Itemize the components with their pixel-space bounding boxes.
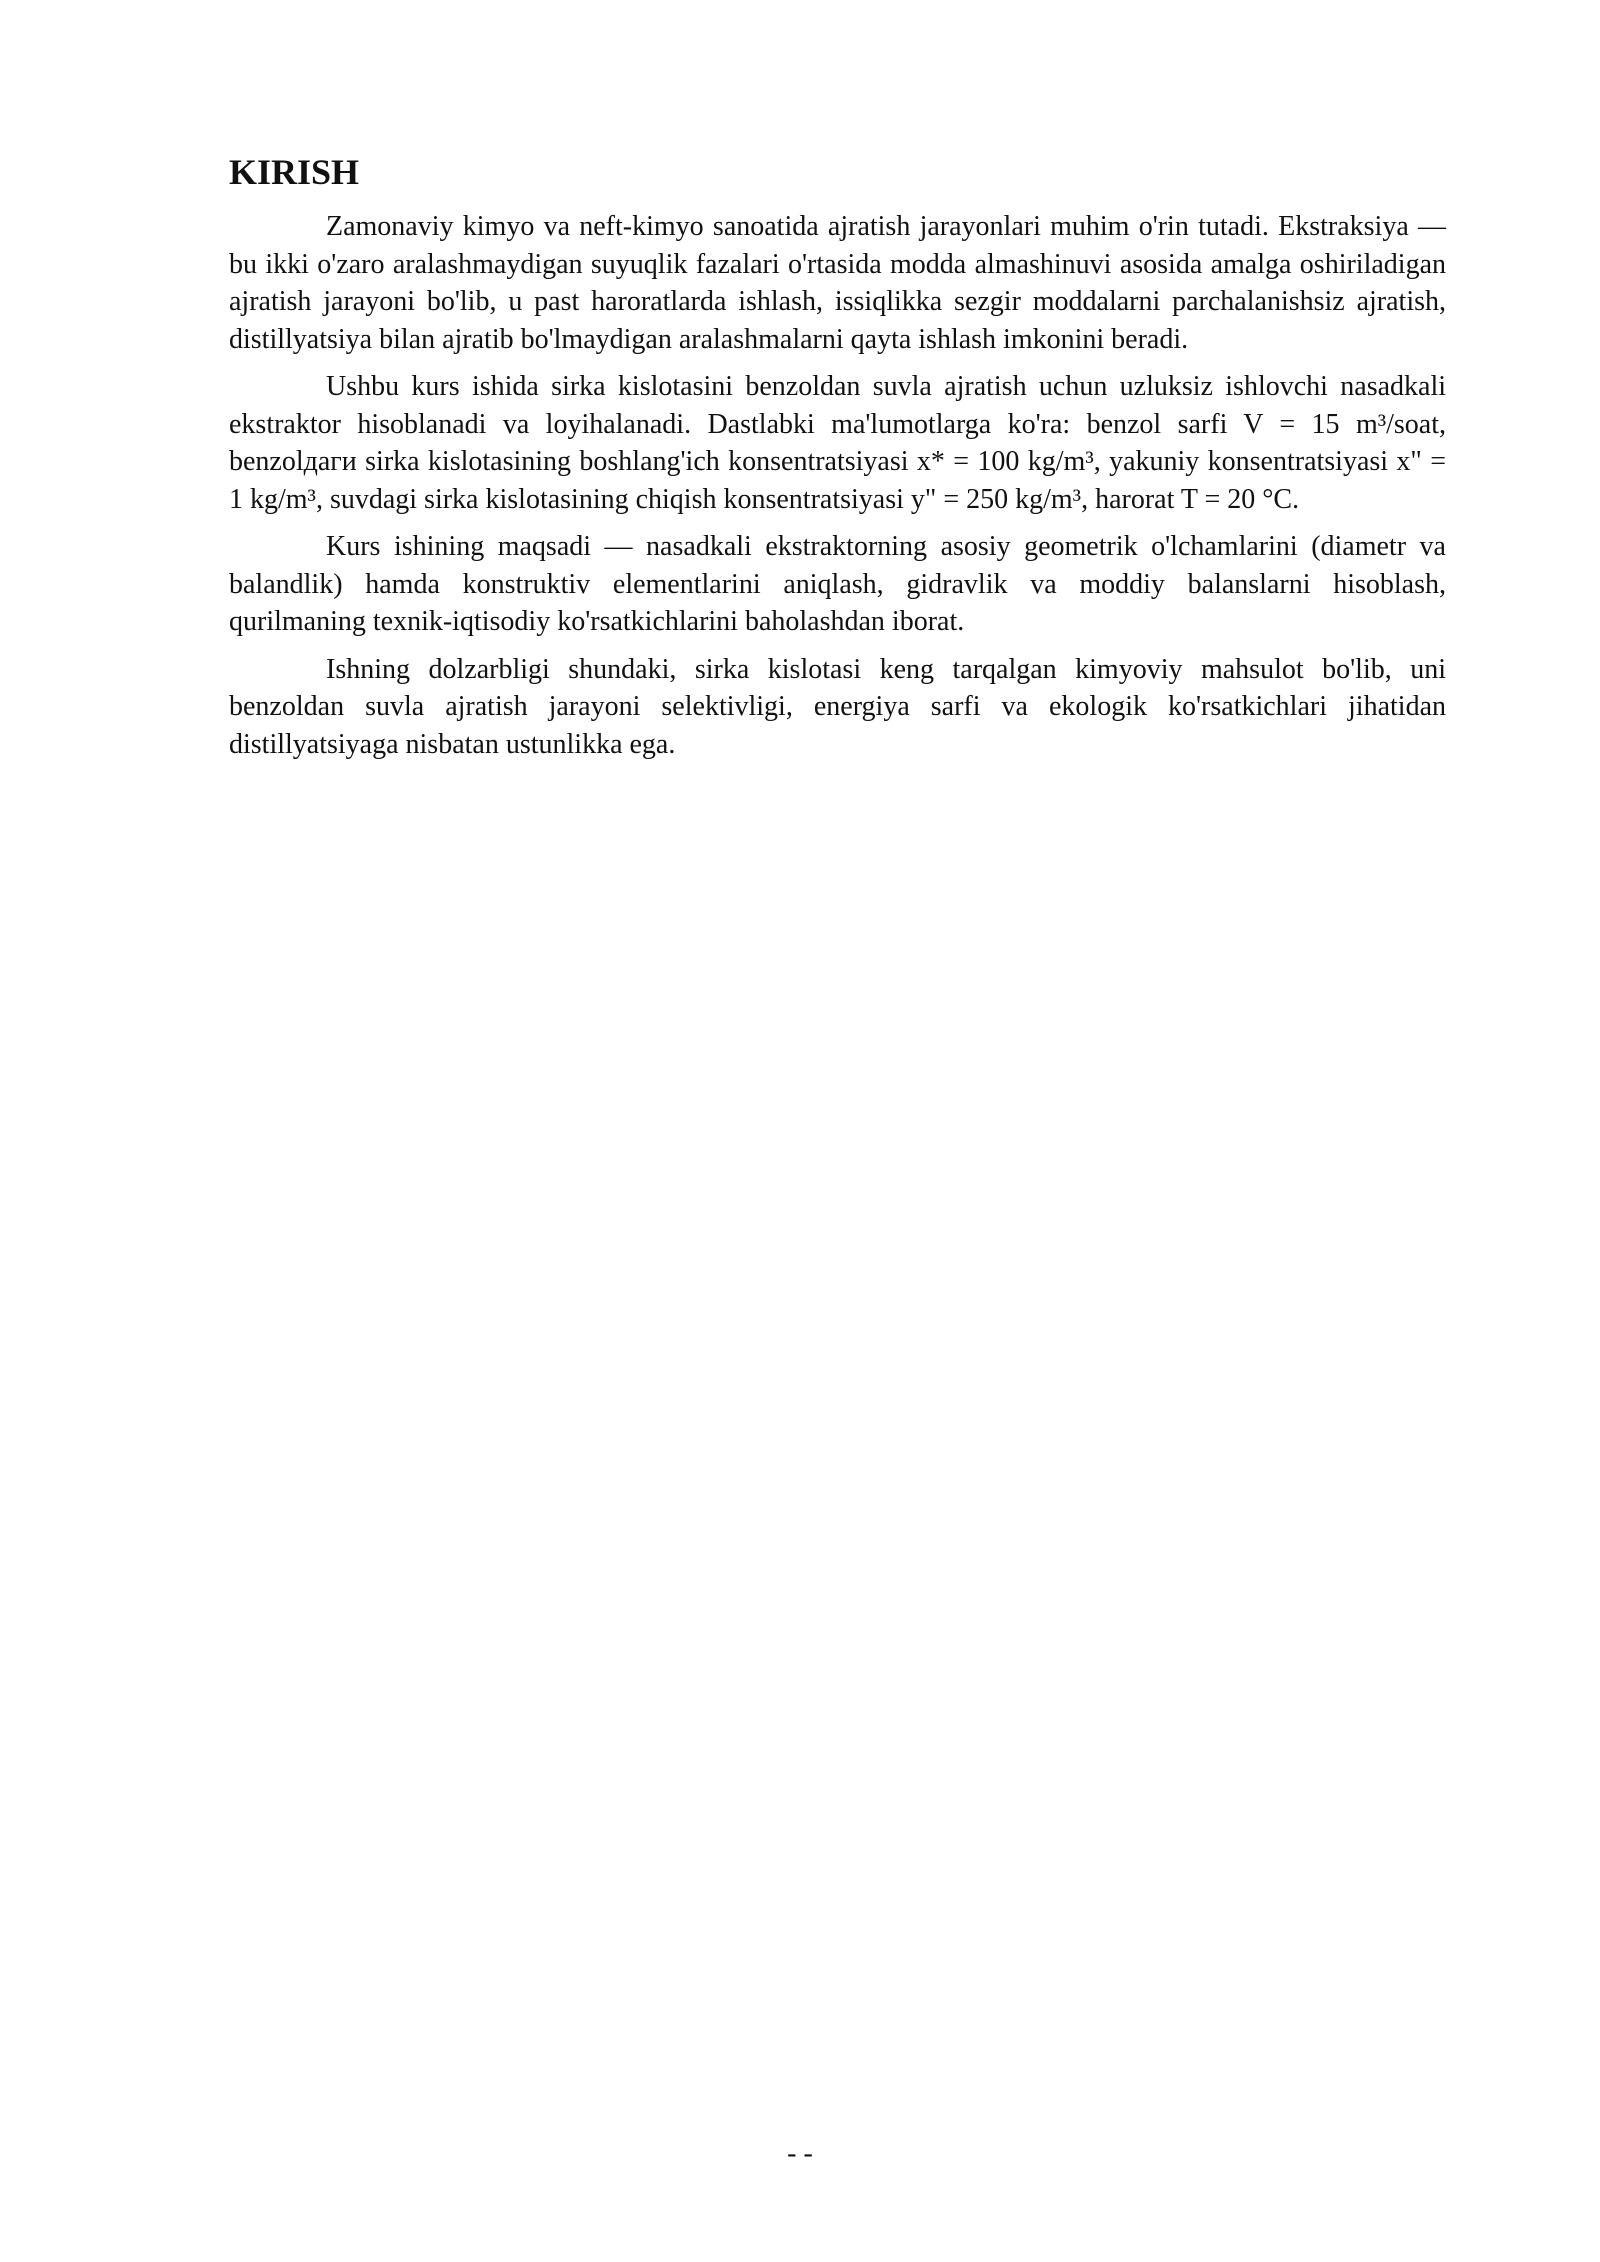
page-number-footer: - -	[787, 2138, 813, 2169]
paragraph-4: Ishning dolzarbligi shundaki, sirka kislotasi keng tarqalgan kimyoviy mahsulot bo'lib, uni benzoldan suvla ajratish jarayoni selektivligi, energiya sarfi va ekologik ko'rsatkichlari jihatidan distillyatsiyaga nisbatan ustunlikka ega.	[229, 653, 1446, 760]
paragraph-2: Ushbu kurs ishida sirka kislotasini benzoldan suvla ajratish uchun uzluksiz ishlovchi nasadkali ekstraktor hisoblanadi va loyihalanadi. Dastlabki ma'lumotlarga ko'ra: benzol sarfi V = 15 m³/soat, benzolдаги sirka kislotasining boshlang'ich konsentratsiyasi x* = 100 kg/m³, yakuniy konsentratsiyasi x" = 1 kg/m³, suvdagi sirka kislotasining chiqish konsentratsiyasi y" = 250 kg/m³, harorat T = 20 °C.	[229, 371, 1446, 515]
paragraph-1: Zamonaviy kimyo va neft-kimyo sanoatida ajratish jarayonlari muhim o'rin tutadi. Ekstraksiya — bu ikki o'zaro aralashmaydigan suyuqlik fazalari o'rtasida modda almashinuvi asosida amalga oshiriladigan ajratish jarayoni bo'lib, u past haroratlarda ishlash, issiqlikka sezgir moddalarni parchalanishsiz ajratish, distillyatsiya bilan ajratib bo'lmaydigan aralashmalarni qayta ishlash imkonini beradi.	[229, 211, 1446, 355]
page-content	[229, 150, 1446, 773]
paragraph-3: Kurs ishining maqsadi — nasadkali ekstraktorning asosiy geometrik o'lchamlarini (diametr va balandlik) hamda konstruktiv elementlarini aniqlash, gidravlik va moddiy balanslarni hisoblash, qurilmaning texnik-iqtisodiy ko'rsatkichlarini baholashdan iborat.	[229, 531, 1446, 637]
section-heading: KIRISH	[229, 152, 360, 192]
